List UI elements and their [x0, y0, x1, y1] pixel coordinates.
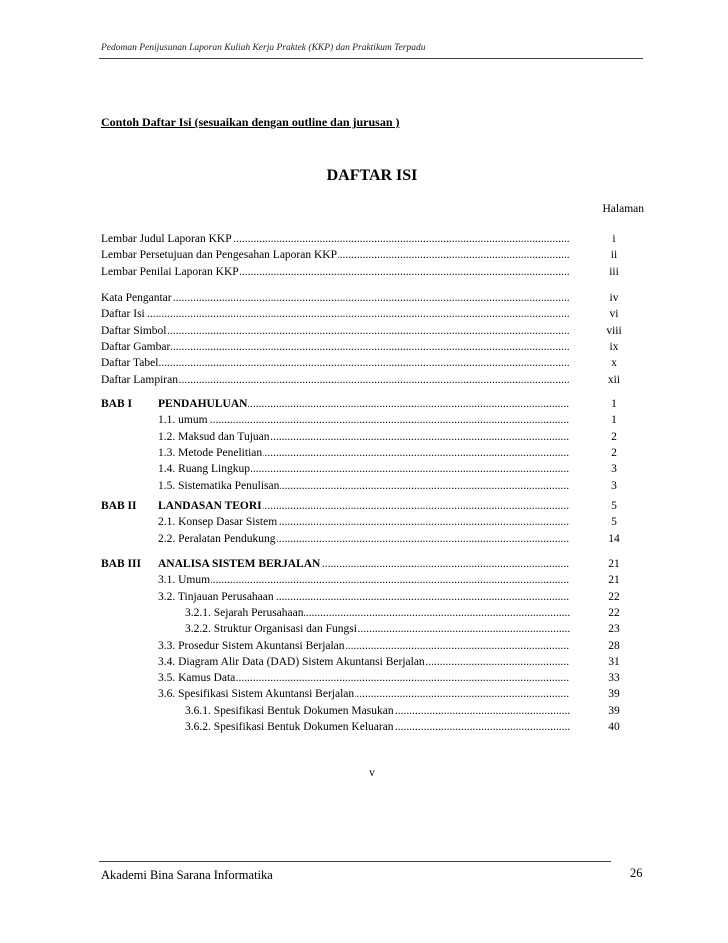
toc-entry-page: xii [607, 373, 621, 386]
toc-entry-text: Daftar Isi [101, 308, 145, 321]
toc-entry [0, 307, 728, 322]
toc-entry [0, 265, 728, 280]
toc-entry-page: 5 [611, 516, 617, 529]
toc-entry [0, 462, 728, 477]
toc-entry [0, 479, 728, 494]
dot-leader [101, 356, 570, 371]
dot-leader [158, 413, 570, 428]
footer-page-number: 26 [630, 866, 643, 880]
toc-entry-text: 2.1. Konsep Dasar Sistem [158, 516, 278, 529]
toc-entry-text: 3.2.2. Struktur Organisasi dan Fungsi [185, 623, 357, 636]
toc-entry-text: 3.6.2. Spesifikasi Bentuk Dokumen Keluaran [185, 721, 394, 733]
toc-entry-text: 3.5. Kamus Data [158, 672, 236, 685]
toc-entry-page: vi [609, 308, 619, 321]
toc-entry-page: 22 [608, 606, 620, 619]
toc-entry-page: i [612, 233, 616, 245]
footer-institution: Akademi Bina Sarana Informatika [101, 868, 273, 882]
toc-entry [0, 704, 728, 719]
toc-entry [0, 655, 728, 670]
toc-entry [0, 232, 728, 247]
bab-number: BAB III [101, 558, 141, 570]
toc-entry-text: Lembar Judul Laporan KKP [101, 233, 232, 245]
toc-entry [0, 248, 728, 263]
dot-leader [158, 573, 570, 588]
toc-entry-page: viii [606, 324, 622, 337]
toc-entry-text: Kata Pengantar [101, 292, 172, 304]
toc-entry-page: 2 [611, 446, 617, 459]
dot-leader [101, 340, 570, 355]
toc-entry-page: 39 [608, 688, 620, 701]
toc-entry-page: 1 [611, 398, 617, 410]
toc-entry [0, 430, 728, 445]
toc-entry [0, 324, 728, 339]
toc-entry-page: ii [610, 249, 618, 262]
halaman-label: Halaman [602, 203, 644, 215]
toc-entry-page: x [611, 357, 617, 370]
toc-entry-text: Lembar Penilai Laporan KKP [101, 265, 239, 278]
toc-entry [0, 671, 728, 686]
toc-entry-text: 3.4. Diagram Alir Data (DAD) Sistem Akuntansi Berjalan [158, 655, 425, 668]
toc-entry [0, 622, 728, 637]
toc-entry-text: 3.1. Umum [158, 574, 211, 587]
bab-heading [0, 557, 728, 572]
toc-entry-page: iv [609, 292, 619, 304]
footer-rule [99, 861, 611, 862]
toc-entry [0, 356, 728, 371]
toc-entry-page: 3 [611, 479, 617, 492]
toc-entry-text: Daftar Lampiran [101, 373, 178, 386]
toc-entry [0, 687, 728, 702]
toc-entry-page: 23 [608, 623, 620, 636]
page-title: DAFTAR ISI [326, 167, 418, 184]
toc-entry-text: Daftar Tabel [101, 357, 159, 370]
toc-entry-page: 5 [611, 500, 617, 512]
toc-entry [0, 573, 728, 588]
toc-entry [0, 590, 728, 605]
toc-entry-page: 3 [611, 463, 617, 476]
toc-entry-page: 14 [608, 532, 620, 545]
running-header: Pedoman Penijusunan Laporan Kuliah Kerja Praktek (KKP) dan Praktikum Terpadu [101, 43, 426, 53]
header-rule [99, 58, 643, 59]
toc-entry [0, 413, 728, 428]
toc-entry-text: 3.6. Spesifikasi Sistem Akuntansi Berjalan [158, 688, 355, 701]
dot-leader [101, 307, 570, 322]
toc-entry-text: 1.5. Sistematika Penulisan [158, 479, 280, 492]
toc-entry-text: Daftar Simbol [101, 324, 167, 337]
toc-entry-text: Lembar Persetujuan dan Pengesahan Laporan KKP [101, 249, 337, 262]
roman-page-number: v [369, 767, 375, 779]
toc-entry-page: 28 [608, 639, 620, 652]
toc-entry-page: 31 [608, 655, 620, 668]
toc-entry-text: 1.3. Metode Penelitian [158, 446, 263, 459]
toc-entry-text: 3.6.1. Spesifikasi Bentuk Dokumen Masukan [185, 704, 394, 717]
toc-entry [0, 720, 728, 735]
toc-entry-page: 21 [608, 574, 620, 587]
toc-entry [0, 446, 728, 461]
dot-leader [101, 324, 570, 339]
toc-entry-text: Daftar Gambar [101, 340, 171, 353]
toc-entry-page: 2 [611, 430, 617, 443]
toc-entry-text: 3.2.1. Sejarah Perusahaan [185, 606, 304, 619]
toc-entry [0, 532, 728, 547]
toc-entry-text: 2.2. Peralatan Pendukung [158, 532, 276, 545]
bab-heading [0, 397, 728, 412]
toc-entry [0, 515, 728, 530]
toc-entry-text: 3.2. Tinjauan Perusahaan [158, 590, 274, 603]
toc-entry-page: 21 [608, 558, 620, 570]
toc-entry-page: 1 [611, 414, 617, 427]
toc-entry-page: 40 [608, 721, 620, 733]
toc-entry-text: 1.1. umum [158, 414, 208, 427]
toc-entry-page: iii [609, 265, 619, 278]
toc-entry-text: LANDASAN TEORI [158, 500, 262, 512]
bab-number: BAB II [101, 500, 137, 512]
toc-entry-text: 1.2. Maksud dan Tujuan [158, 430, 270, 443]
toc-entry [0, 291, 728, 306]
toc-entry-page: 39 [608, 704, 620, 717]
bab-heading [0, 499, 728, 514]
toc-entry [0, 373, 728, 388]
toc-entry [0, 639, 728, 654]
toc-entry-text: PENDAHULUAN [158, 398, 248, 410]
toc-entry-text: 1.4. Ruang Lingkup [158, 463, 250, 476]
toc-entry-text: 3.3. Prosedur Sistem Akuntansi Berjalan [158, 639, 345, 652]
toc-entry [0, 340, 728, 355]
toc-entry-page: 22 [608, 590, 620, 603]
toc-entry-page: 33 [608, 672, 620, 685]
toc-entry-text: ANALISA SISTEM BERJALAN [158, 558, 321, 570]
contoh-label: Contoh Daftar Isi (sesuaikan dengan outline dan jurusan ) [101, 115, 400, 129]
toc-entry-page: ix [609, 340, 619, 353]
bab-number: BAB I [101, 398, 132, 410]
toc-entry [0, 606, 728, 621]
